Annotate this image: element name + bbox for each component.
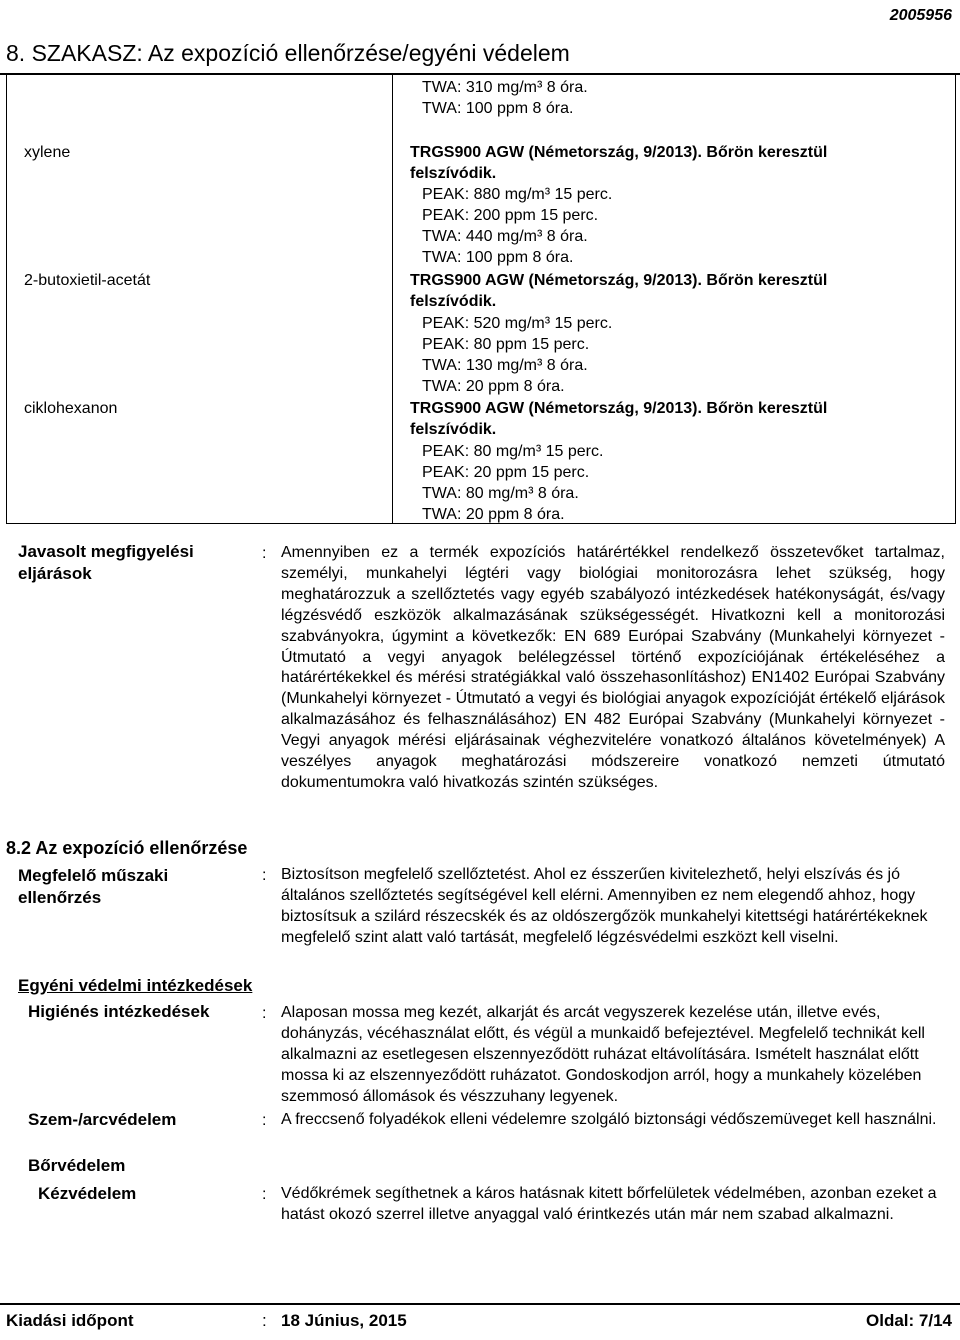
substance-name: ciklohexanon [24, 400, 118, 417]
monitoring-label-line1: Javasolt megfigyelési [18, 542, 194, 561]
engineering-text: Biztosítson megfelelő szellőztetést. Ahol ez ésszerűen kivitelezhető, helyi elszívás és jó általános szellőztetés segítségével kell elérni. Amennyiben ez nem elegendő ahhoz, hogy biztosítsuk a szilárd részecskék és az oldószergőzök munkahelyi kitettségi határértékeknek megfelelő szint alatt való tartását, megfelelő légzésvédelmi eszközt kell viselni. [281, 866, 928, 946]
hygiene-label: Higiénés intézkedések [28, 1002, 210, 1021]
engineering-label-line2: ellenőrzés [18, 888, 102, 907]
eye-protection-label: Szem-/arcvédelem [28, 1110, 177, 1129]
engineering-label [18, 865, 168, 909]
limit-standard: TRGS900 AGW (Németország, 9/2013). Bőrön keresztül [410, 272, 828, 289]
eye-protection-colon: : [262, 1112, 267, 1129]
limit-value-line: TWA: 100 ppm 8 óra. [422, 100, 574, 117]
issue-date: 18 Június, 2015 [281, 1311, 407, 1330]
limit-value-line: TWA: 80 mg/m³ 8 óra. [422, 485, 579, 502]
limit-value-line: PEAK: 20 ppm 15 perc. [422, 464, 590, 481]
limit-value-line: TWA: 20 ppm 8 óra. [422, 378, 565, 395]
issue-date-colon: : [262, 1311, 267, 1330]
limit-standard-cont: felszívódik. [410, 293, 497, 310]
hand-protection-text: Védőkrémek segíthetnek a káros hatásnak kitett bőrfelületek védelmében, azonban ezeket a hatást okozó szerrel illetve anyaggal való érintkezés után már nem szabad alkalmazni. [281, 1185, 937, 1223]
limit-value-line: TWA: 130 mg/m³ 8 óra. [422, 357, 588, 374]
document-number: 2005956 [889, 7, 952, 24]
limit-value-line: PEAK: 520 mg/m³ 15 perc. [422, 315, 613, 332]
limit-standard: TRGS900 AGW (Németország, 9/2013). Bőrön keresztül [410, 144, 828, 161]
table-column-divider [392, 73, 393, 524]
issue-date-label: Kiadási időpont [6, 1311, 134, 1330]
footer-rule [0, 1303, 960, 1305]
substance-name: 2-butoxietil-acetát [24, 272, 151, 289]
limit-value-line: PEAK: 200 ppm 15 perc. [422, 207, 599, 224]
hygiene-colon: : [262, 1005, 267, 1022]
engineering-label-line1: Megfelelő műszaki [18, 866, 169, 885]
hand-protection-label: Kézvédelem [38, 1184, 137, 1203]
exposure-control-heading: 8.2 Az expozíció ellenőrzése [6, 838, 248, 858]
monitoring-label [18, 541, 194, 585]
monitoring-label-line2: eljárások [18, 564, 92, 583]
limit-value-line: TWA: 310 mg/m³ 8 óra. [422, 79, 588, 96]
limit-standard-cont: felszívódik. [410, 421, 497, 438]
eye-protection-text: A freccsenő folyadékok elleni védelemre szolgáló biztonsági védőszemüveget kell használni. [281, 1111, 937, 1128]
limit-value-line: TWA: 100 ppm 8 óra. [422, 249, 574, 266]
substance-name: xylene [24, 144, 71, 161]
monitoring-colon: : [262, 545, 267, 562]
page-number: Oldal: 7/14 [866, 1311, 952, 1330]
personal-protection-heading: Egyéni védelmi intézkedések [18, 976, 253, 995]
skin-protection-label: Bőrvédelem [28, 1156, 126, 1175]
limit-standard-cont: felszívódik. [410, 165, 497, 182]
limit-value-line: PEAK: 80 ppm 15 perc. [422, 336, 590, 353]
engineering-colon: : [262, 867, 267, 884]
limit-value-line: PEAK: 880 mg/m³ 15 perc. [422, 186, 613, 203]
limit-standard: TRGS900 AGW (Németország, 9/2013). Bőrön keresztül [410, 400, 828, 417]
section-title: 8. SZAKASZ: Az expozíció ellenőrzése/egyéni védelem [6, 40, 570, 66]
hygiene-text: Alaposan mossa meg kezét, alkarját és arcát vegyszerek kezelése után, illetve evés, dohányzás, vécéhasználat előtt, és végül a munkaidő befejeztével. Megfelelő technikát kell alkalmazni az esetlegesen elszennyeződött ruházat eltávolítására. Ismételt használat előtt mossa ki az elszennyeződött ruházatot. Gondoskodjon arról, hogy a munkahely közelében szemmosó állomások és vészzuhany legyenek. [281, 1004, 925, 1105]
hand-protection-colon: : [262, 1186, 267, 1203]
limit-value-line: TWA: 20 ppm 8 óra. [422, 506, 565, 523]
limit-value-line: PEAK: 80 mg/m³ 15 perc. [422, 443, 604, 460]
monitoring-text: Amennyiben ez a termék expozíciós határértékkel rendelkező összetevőket tartalmaz, személyi, munkahelyi légtéri vagy biológiai monitorozásra lehet szükség, hogy meghatározzuk a szellőztetés vagy egyéb szabályozó intézkedések hatékonyságát, és/vagy légzésvédő eszközök alkalmazásának szükségességét. Hivatkozni kell a monitorozási szabványokra, úgymint a következők: EN 689 Európai Szabvány (Munkahelyi környezet - Útmutató a vegyi anyagok belélegzéssel történő expozíciójának értékeléséhez a határértékekkel és mérési stratégiákkal való összehasonlításhoz) EN1402 Európai Szabvány (Munkahelyi környezet - Útmutató a vegyi és biológiai anyagok expozícióját értékelő eljárások alkalmazásához és felhasználásához) EN 482 Európai Szabvány (Munkahelyi környezet - Vegyi anyagok mérési eljárásainak véghezvitelére vonatkozó általános követelmények) A veszélyes anyagok meghatározási módszereire vonatkozó nemzeti útmutató dokumentumokra való hivatkozás szintén szükséges. [281, 544, 945, 791]
limit-value-line: TWA: 440 mg/m³ 8 óra. [422, 228, 588, 245]
